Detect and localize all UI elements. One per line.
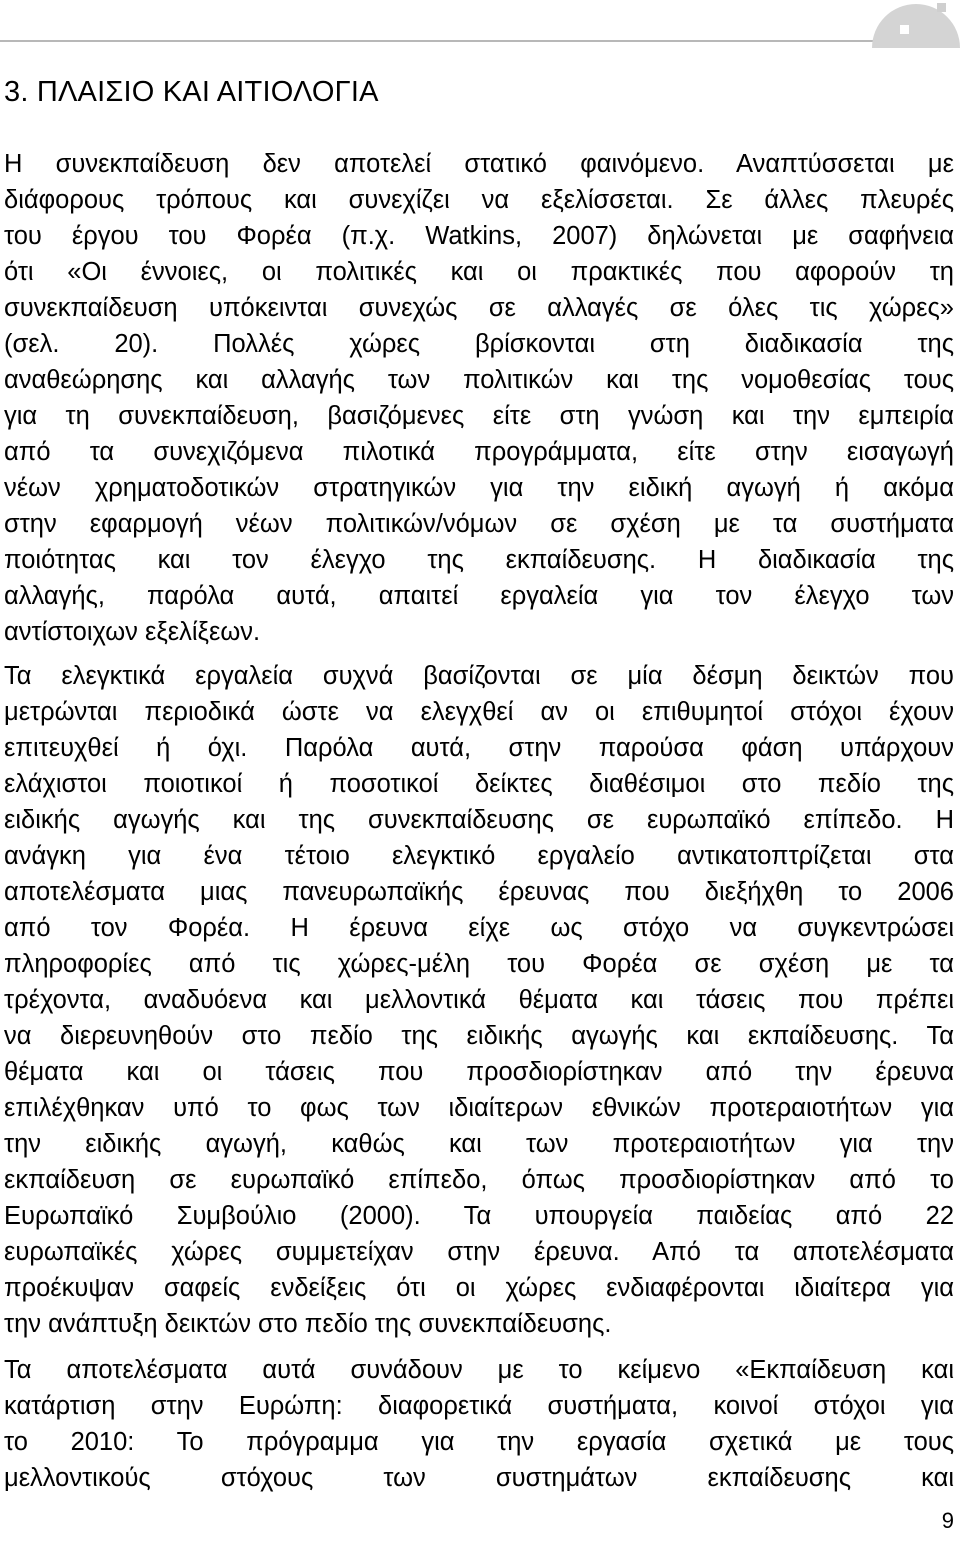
header-ornament-icon xyxy=(860,0,960,48)
text-line: την ειδικής αγωγή, καθώς και των προτεραιοτήτων για την xyxy=(4,1130,954,1158)
text-line: από τον Φορέα. Η έρευνα είχε ως στόχο να συγκεντρώσει xyxy=(4,914,954,942)
text-line: στην εφαρμογή νέων πολιτικών/νόμων σε σχέση με τα συστήματα xyxy=(4,510,954,538)
text-line: Ευρωπαϊκό Συμβούλιο (2000). Τα υπουργεία παιδείας από 22 xyxy=(4,1202,954,1230)
text-line: από τα συνεχιζόμενα πιλοτικά προγράμματα, είτε στην εισαγωγή xyxy=(4,438,954,466)
text-line: αλλαγής, παρόλα αυτά, απαιτεί εργαλεία για τον έλεγχο των xyxy=(4,582,954,610)
text-line: για τη συνεκπαίδευση, βασιζόμενες είτε στη γνώση και την εμπειρία xyxy=(4,402,954,430)
text-line: ειδικής αγωγής και της συνεκπαίδευσης σε ευρωπαϊκό επίπεδο. Η xyxy=(4,806,954,834)
text-line: προέκυψαν σαφείς ενδείξεις ότι οι χώρες ενδιαφέρονται ιδιαίτερα για xyxy=(4,1274,954,1302)
paragraph-3 xyxy=(4,1352,954,1496)
text-line: ευρωπαϊκές χώρες συμμετείχαν στην έρευνα. Από τα αποτελέσματα xyxy=(4,1238,954,1266)
text-line: την ανάπτυξη δεικτών στο πεδίο της συνεκπαίδευσης. xyxy=(4,1310,612,1338)
text-line: το 2010: Το πρόγραμμα για την εργασία σχετικά με τους xyxy=(4,1428,954,1456)
text-line: (σελ. 20). Πολλές χώρες βρίσκονται στη διαδικασία της xyxy=(4,330,954,358)
text-line: συνεκπαίδευση υπόκεινται συνεχώς σε αλλαγές σε όλες τις χώρες» xyxy=(4,294,954,322)
text-line: μελλοντικούς στόχους των συστημάτων εκπαίδευσης και xyxy=(4,1464,954,1492)
header-rule xyxy=(0,40,890,42)
paragraph-2 xyxy=(4,658,954,1342)
text-line: επιτευχθεί ή όχι. Παρόλα αυτά, στην παρούσα φάση υπάρχουν xyxy=(4,734,954,762)
text-line: αντίστοιχων εξελίξεων. xyxy=(4,618,261,646)
text-line: διάφορους τρόπους και συνεχίζει να εξελίσσεται. Σε άλλες πλευρές xyxy=(4,186,954,214)
text-line: ότι «Οι έννοιες, οι πολιτικές και οι πρακτικές που αφορούν τη xyxy=(4,258,954,286)
text-line: πληροφορίες από τις χώρες-μέλη του Φορέα σε σχέση με τα xyxy=(4,950,954,978)
text-line: κατάρτιση στην Ευρώπη: διαφορετικά συστήματα, κοινοί στόχοι για xyxy=(4,1392,954,1420)
text-line: αναθεώρησης και αλλαγής των πολιτικών και της νομοθεσίας τους xyxy=(4,366,954,394)
text-line: ελάχιστοι ποιοτικοί ή ποσοτικοί δείκτες διαθέσιμοι στο πεδίο της xyxy=(4,770,954,798)
text-line: του έργου του Φορέα (π.χ. Watkins, 2007) δηλώνεται με σαφήνεια xyxy=(4,222,954,250)
text-line: μετρώνται περιοδικά ώστε να ελεγχθεί αν οι επιθυμητοί στόχοι έχουν xyxy=(4,698,954,726)
text-line: επιλέχθηκαν υπό το φως των ιδιαίτερων εθνικών προτεραιοτήτων για xyxy=(4,1094,954,1122)
page-number: 9 xyxy=(941,1508,954,1533)
text-line: αποτελέσματα μιας πανευρωπαϊκής έρευνας που διεξήχθη το 2006 xyxy=(4,878,954,906)
text-line: θέματα και οι τάσεις που προσδιορίστηκαν από την έρευνα xyxy=(4,1058,954,1086)
text-line: να διερευνηθούν στο πεδίο της ειδικής αγωγής και εκπαίδευσης. Τα xyxy=(4,1022,954,1050)
text-line: εκπαίδευση σε ευρωπαϊκό επίπεδο, όπως προσδιορίστηκαν από το xyxy=(4,1166,954,1194)
text-line: Η συνεκπαίδευση δεν αποτελεί στατικό φαινόμενο. Αναπτύσσεται με xyxy=(4,150,954,178)
text-line: νέων χρηματοδοτικών στρατηγικών για την ειδική αγωγή ή ακόμα xyxy=(4,474,954,502)
text-line: Τα ελεγκτικά εργαλεία συχνά βασίζονται σε μία δέσμη δεικτών που xyxy=(4,662,954,690)
paragraph-1 xyxy=(4,146,954,650)
text-line: ποιότητας και τον έλεγχο της εκπαίδευσης. Η διαδικασία της xyxy=(4,546,954,574)
section-title: 3. ΠΛΑΙΣΙΟ ΚΑΙ ΑΙΤΙΟΛΟΓΙΑ xyxy=(4,76,379,108)
text-line: τρέχοντα, αναδυόενα και μελλοντικά θέματα και τάσεις που πρέπει xyxy=(4,986,954,1014)
text-line: ανάγκη για ένα τέτοιο ελεγκτικό εργαλείο αντικατοπτρίζεται στα xyxy=(4,842,954,870)
text-line: Τα αποτελέσματα αυτά συνάδουν με το κείμενο «Εκπαίδευση και xyxy=(4,1356,954,1384)
